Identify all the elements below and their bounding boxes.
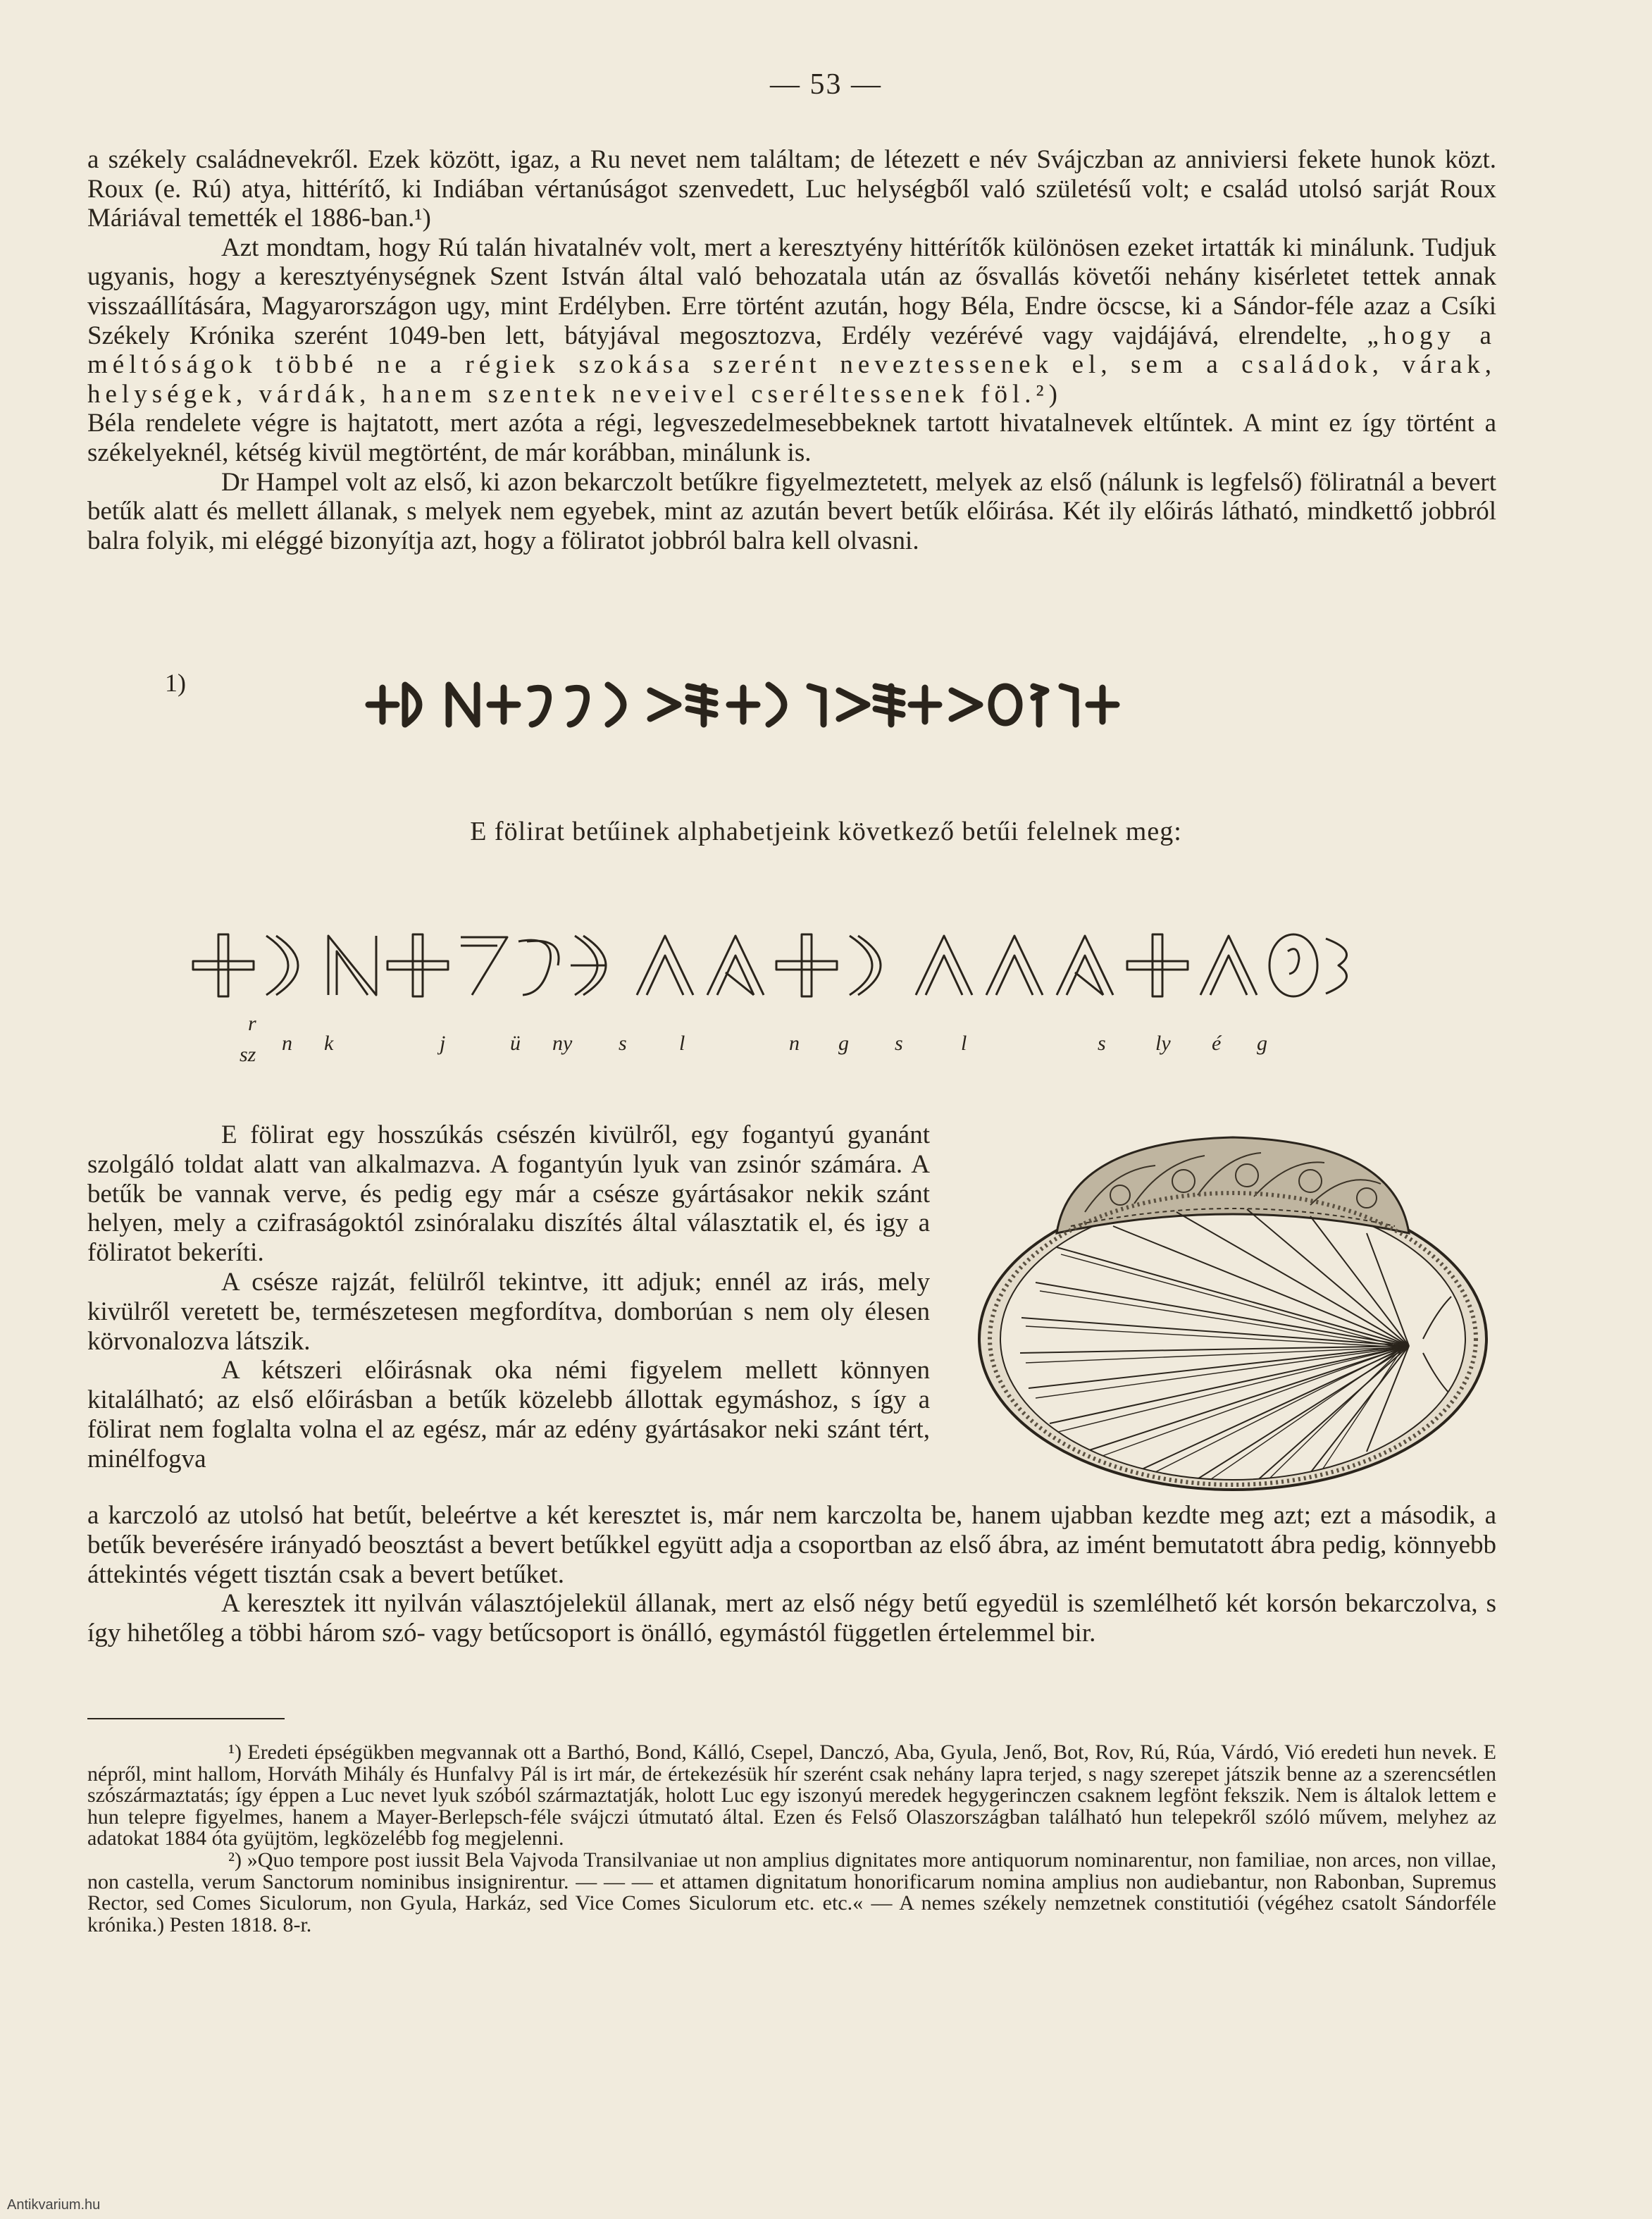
letter-g-1: g (838, 1032, 849, 1055)
paragraph-4: Dr Hampel volt az első, ki azon bekarczolt betűkre figyelmeztetett, melyek az első (nálunk is legfelső) föliratnál a bevert betűk alatt és mellett állanak, s melyek nem egyebek, mint az azután bevert betűk előirása. Két ily előirás látható, mindkettő jobbról balra folyik, mi eléggé bizonyítja azt, hogy a föliratot jobbról balra kell olvasni. (87, 467, 1496, 555)
letter-correspondence (240, 1012, 1296, 1068)
letter-j: j (440, 1032, 446, 1055)
letter-r: r (248, 1012, 256, 1035)
letter-e-acute: é (1212, 1032, 1222, 1055)
paragraph-1: a székely családnevekről. Ezek között, igaz, a Ru nevet nem találtam; de létezett e név Svájczban az anniviersi fekete hunok közt. Roux (e. Rú) atya, hittérítő, ki Indiában vértanúságot szenvedett, Luc helységből való születésű volt; e család utolsó sarját Roux Máriával temették el 1886-ban.¹) (87, 145, 1496, 233)
cup-drawing (972, 1127, 1493, 1494)
letter-g-2: g (1257, 1032, 1267, 1055)
column-paragraph-3: A kétszeri előirásnak oka némi figyelem mellett könnyen kitalálható; az első előirásban a betűk közelebb állottak egymáshoz, s így a fölirat nem foglalta volna el az egész, már az edény gyártásakor neki szánt tért, minélfogva (87, 1356, 930, 1473)
footnote-rule (87, 1718, 285, 1719)
figure-marker: 1) (165, 669, 186, 697)
continued-text (87, 1501, 1496, 1648)
letter-u-umlaut: ü (510, 1032, 521, 1055)
continued-paragraph-2: A keresztek itt nyilván választójelekül állanak, mert az első négy betű egyedül is szemlélhető két korsón bekarczolva, s így hihetőleg a többi három szó- vagy betűcsoport is önálló, egymástól független értelemmel bir. (87, 1589, 1496, 1648)
main-text (87, 145, 1496, 555)
paragraph-2 (87, 233, 1496, 409)
paragraph-3: Béla rendelete végre is hajtatott, mert azóta a régi, legveszedelmesebbeknek tartott hivatalnevek eltűntek. A mint ez így történt a székelyeknél, kétség kivül megtörtént, de már korábban, minálunk is. (87, 409, 1496, 467)
spaced-quote: „hogy a méltóságok többé ne a régiek szokása szerént neveztessenek el, sem a családok, várak, helységek, várdák, hanem szentek neveivel cseréltessenek föl.²) (87, 321, 1496, 409)
column-paragraph-1: E fölirat egy hosszúkás csészén kivülről, egy fogantyú gyanánt szolgáló toldat alatt van alkalmazva. A fogantyún lyuk van zsinór számára. A betűk be vannak verve, és pedig egy már a csésze gyártásakor nekik szánt helyen, mely a czifraságoktól zsinóralaku diszítés által választatik el, és igy a föliratot bekeríti. (87, 1120, 930, 1268)
rune-glyphs-2 (190, 930, 1374, 1001)
footnotes (87, 1742, 1496, 1936)
letter-ly: ly (1155, 1032, 1171, 1055)
letter-ny: ny (552, 1032, 573, 1055)
column-paragraph-2: A csésze rajzát, felülről tekintve, itt adjuk; ennél az irás, mely kivülről veretett be, természetesen megfordítva, domborúan s nem oly élesen körvonalozva látszik. (87, 1267, 930, 1356)
letter-n-2: n (789, 1032, 800, 1055)
paragraph-2-text: Azt mondtam, hogy Rú talán hivatalnév volt, mert a keresztyény hittérítők különösen ezeket irtatták ki minálunk. Tudjuk ugyanis, hogy a keresztyénységnek Szent István által való behozatala után az ősvallás követői nehány kisérletet tettek annak visszaállítására, Magyarországon ugy, mint Erdélyben. Erre történt azután, hogy Béla, Endre öcscse, ki a Sándor-féle azaz a Csíki Székely Krónika szerént 1049-ben lett, bátyjával megosztozva, Erdély vezérévé vagy vajdájává, elrendelte, (87, 233, 1496, 350)
footnote-2: ²) »Quo tempore post iussit Bela Vajvoda Transilvaniae ut non amplius dignitates more antiquorum nominarentur, non familiae, non arces, non villae, non castella, verum Sanctorum nominibus insignirentur. — — — et attamen dignitatum honorificarum nomina amplius non audiebantur, non Rabonban, Supremus Rector, sed Comes Siculorum, non Gyula, Harkáz, sed Vice Comes Siculorum etc. etc.« — A nemes székely nemzetnek constitutiói (végéhez csatolt Sándorféle krónika.) Pesten 1818. 8-r. (87, 1848, 1496, 1936)
cup-illustration (972, 1127, 1493, 1497)
rune-inscription-2 (190, 930, 1374, 1001)
letter-sz: sz (240, 1043, 256, 1066)
page-number: — 53 — (770, 68, 882, 101)
continued-paragraph-1: a karczoló az utolsó hat betűt, beleértve a két keresztet is, már nem karczolta be, hanem ujabban kezdte meg azt; ezt a második, a betűk beverésére irányadó beosztást a bevert betűkkel együtt adja a csoportban az első ábra, az imént bemutatott ábra pedig, könnyebb áttekintés végett tisztán csak a bevert betűket. (87, 1501, 1496, 1589)
column-text (87, 1120, 930, 1474)
letter-s-2: s (895, 1032, 903, 1055)
letter-l-1: l (679, 1032, 685, 1055)
letter-s-3: s (1098, 1032, 1106, 1055)
letter-n-1: n (282, 1032, 292, 1055)
footnote-1: ¹) Eredeti épségükben megvannak ott a Barthó, Bond, Kálló, Csepel, Danczó, Aba, Gyula, Jenő, Bot, Rov, Rú, Rúa, Várdó, Vió eredeti hun nevek. E népről, mint hallom, Horváth Mihály és Hunfalvy Pál is irt már, de értekezésük hír szerént csak nehány lapra terjed, s nagy szerepet játszik benne az a szerencsétlen szószármaztatás; így éppen a Luc nevet lyuk szóból származtatják, holott Luc egy iszonyú meredek hegygerinczen csaknem legfönt fekszik. Nem is általok lettem e hun telepre figyelmes, hanem a Mayer-Berlepsch-féle svájczi útmutató által. Ezen és Felső Olaszországban található hun telepekről szóló művem, melyhez az adatokat 1884 óta gyüjtöm, legközelébb fog megjelenni. (87, 1741, 1496, 1850)
letter-k: k (324, 1032, 334, 1055)
letter-l-2: l (961, 1032, 967, 1055)
watermark-text: Antikvarium.hu (7, 2197, 101, 2213)
rune-glyphs-1 (363, 676, 1180, 733)
letter-s-1: s (619, 1032, 627, 1055)
rune-inscription-1 (363, 676, 1180, 733)
inscription-caption: E fölirat betűinek alphabetjeink következő betűi felelnek meg: (470, 817, 1182, 846)
